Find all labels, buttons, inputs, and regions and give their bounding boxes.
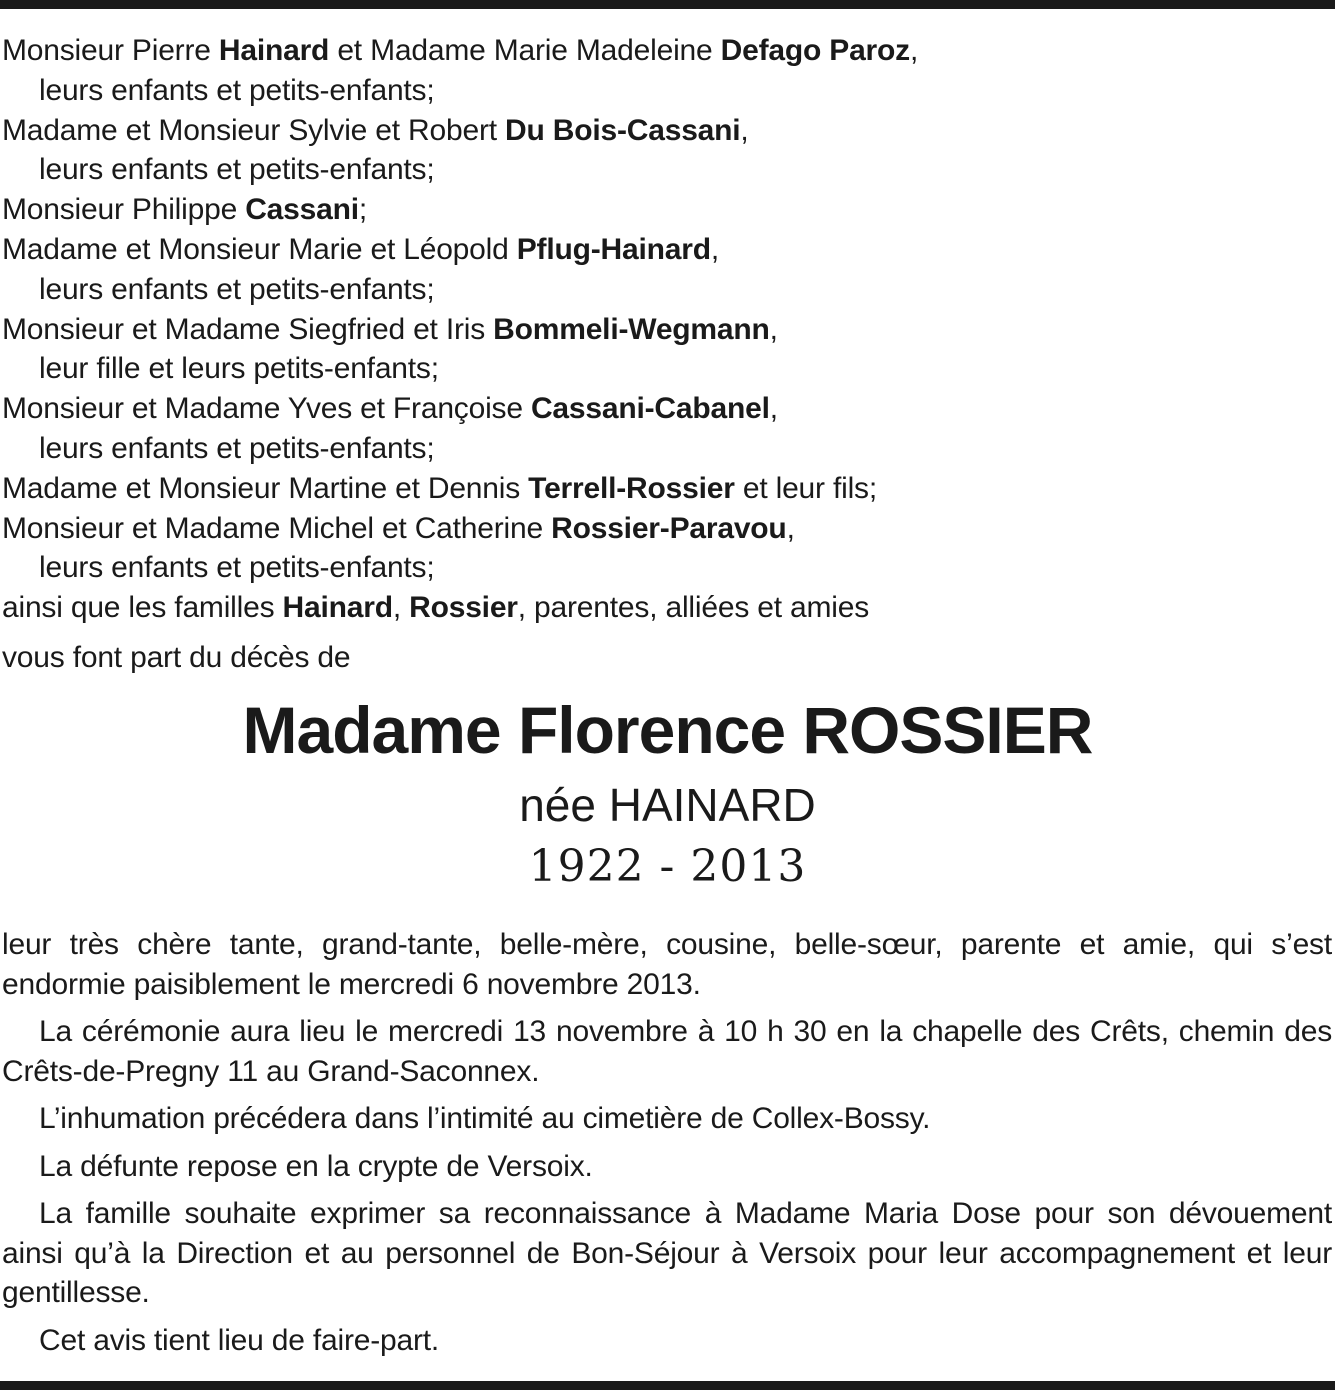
family-descendants-line bbox=[2, 71, 1332, 111]
family-list bbox=[2, 31, 1332, 678]
family-line bbox=[2, 190, 1332, 230]
family-text: , bbox=[392, 591, 410, 625]
announcement-paragraph: leur très chère tante, grand-tante, belle-mère, cousine, belle-sœur, parente et amie, qui s’est endormie paisiblement le mercredi 6 novembre 2013. bbox=[2, 928, 1332, 1001]
family-text: Monsieur Pierre bbox=[2, 34, 219, 67]
family-surname: Pflug-Hainard bbox=[516, 232, 711, 266]
family-descendants-line bbox=[2, 548, 1332, 588]
family-text: Monsieur et Madame Siegfried et Iris bbox=[2, 312, 494, 346]
family-text: ainsi que les familles bbox=[2, 591, 283, 625]
family-text: leurs enfants et petits-enfants; bbox=[39, 551, 435, 585]
birth-name: née HAINARD bbox=[519, 779, 816, 831]
family-text: Madame et Monsieur Sylvie et Robert bbox=[2, 113, 506, 147]
family-surname: Terrell-Rossier bbox=[528, 471, 735, 505]
announcement-paragraph: L’inhumation précédera dans l’intimité au cimetière de Collex-Bossy. bbox=[39, 1102, 931, 1135]
family-text: leurs enfants et petits-enfants; bbox=[39, 153, 435, 187]
family-surname: Rossier-Paravou bbox=[551, 511, 787, 545]
deceased-name: Madame Florence ROSSIER bbox=[242, 693, 1093, 767]
family-line bbox=[2, 389, 1332, 429]
family-text: Madame et Monsieur Martine et Dennis bbox=[2, 471, 529, 505]
family-surname: Hainard bbox=[282, 591, 393, 625]
family-text: leurs enfants et petits-enfants; bbox=[39, 431, 435, 465]
family-text: et leur fils; bbox=[734, 471, 877, 505]
family-surname: Cassani-Cabanel bbox=[530, 392, 770, 426]
family-descendants-line bbox=[2, 349, 1332, 389]
family-line bbox=[2, 111, 1332, 151]
deceased-block bbox=[0, 688, 1335, 896]
family-descendants-line bbox=[2, 270, 1332, 310]
family-line bbox=[2, 638, 1332, 678]
family-text: , bbox=[710, 232, 719, 266]
family-line bbox=[2, 588, 1332, 628]
family-text: Monsieur et Madame Yves et Françoise bbox=[2, 392, 531, 426]
family-text: , bbox=[909, 34, 919, 67]
life-years: 1922 - 2013 bbox=[528, 841, 807, 892]
family-descendants-line bbox=[2, 429, 1332, 469]
family-text: ; bbox=[358, 193, 368, 227]
family-text: , parentes, alliées et amies bbox=[517, 591, 870, 625]
announcement-paragraph: La famille souhaite exprimer sa reconnaissance à Madame Maria Dose pour son dévouement ainsi qu’à la Direction et au personnel de Bon-Séjour à Versoix pour leur accompagnement et leur gentillesse. bbox=[2, 1197, 1332, 1309]
bottom-rule bbox=[0, 1381, 1335, 1390]
family-line bbox=[2, 31, 1332, 71]
family-text: Monsieur Philippe bbox=[2, 193, 246, 227]
announcement-text bbox=[2, 925, 1332, 1360]
family-surname: Cassani bbox=[245, 193, 359, 227]
announcement-paragraph: La cérémonie aura lieu le mercredi 13 novembre à 10 h 30 en la chapelle des Crêts, chemin des Crêts-de-Pregny 11 au Grand-Saconnex. bbox=[2, 1015, 1332, 1088]
family-text: leurs enfants et petits-enfants; bbox=[39, 272, 435, 306]
family-text: leur fille et leurs petits-enfants; bbox=[39, 352, 439, 386]
family-line bbox=[2, 509, 1332, 549]
top-rule bbox=[0, 0, 1335, 9]
family-text: Monsieur et Madame Michel et Catherine bbox=[2, 511, 552, 545]
family-text: , bbox=[769, 392, 778, 426]
family-text: , bbox=[769, 312, 778, 346]
family-text: leurs enfants et petits-enfants; bbox=[39, 73, 435, 107]
family-text: vous font part du décès de bbox=[2, 640, 351, 674]
family-surname: Defago Paroz bbox=[720, 34, 910, 67]
family-text: , bbox=[786, 511, 795, 545]
family-line bbox=[2, 469, 1332, 509]
family-line bbox=[2, 310, 1332, 350]
announcement-paragraph: Cet avis tient lieu de faire-part. bbox=[39, 1323, 440, 1357]
family-surname: Hainard bbox=[218, 34, 330, 67]
family-text: et Madame Marie Madeleine bbox=[329, 34, 721, 67]
family-surname: Bommeli-Wegmann bbox=[493, 312, 770, 346]
announcement-paragraph: La défunte repose en la crypte de Versoix. bbox=[39, 1149, 593, 1183]
family-text: , bbox=[740, 113, 749, 147]
family-surname: Du Bois-Cassani bbox=[505, 113, 741, 147]
family-surname: Rossier bbox=[409, 591, 518, 625]
family-line bbox=[2, 230, 1332, 270]
family-descendants-line bbox=[2, 150, 1332, 190]
family-text: Madame et Monsieur Marie et Léopold bbox=[2, 232, 517, 266]
